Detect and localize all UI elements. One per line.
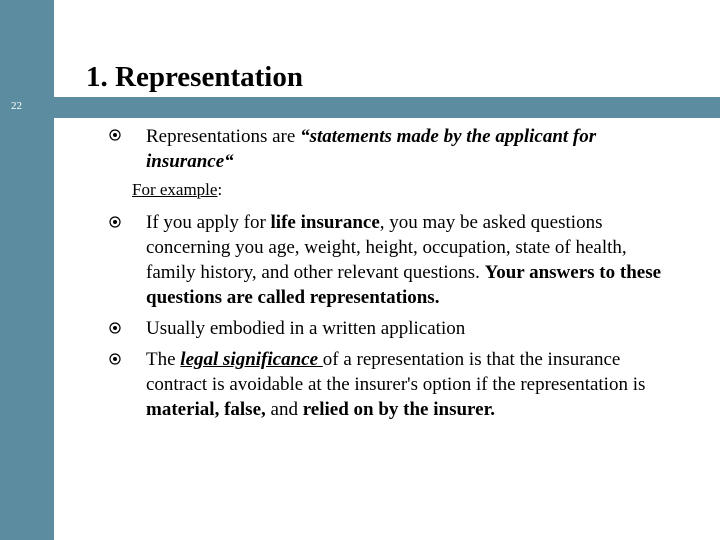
for-example-colon: : (217, 180, 223, 199)
intro-bullet-text (146, 124, 666, 174)
slide-title: 1. Representation (86, 61, 303, 93)
for-example-label (132, 180, 222, 200)
slide-number: 22 (11, 100, 22, 112)
intro-text: Representations are (146, 126, 301, 147)
intro-quote: “statements made by the applicant for insurance“ (146, 126, 597, 172)
left-accent-bar (0, 0, 54, 540)
title-underline-bar (54, 97, 720, 118)
bullet-written-application: Usually embodied in a written application (146, 318, 466, 339)
for-example-text: For example (132, 180, 218, 199)
circle-dot-bullet-icon (108, 321, 122, 335)
circle-dot-bullet-icon (108, 128, 122, 142)
bullet-life-insurance: If you apply for life insurance, you may be asked questions concerning you age, weight, height, occupation, state of health, family history, and other relevant questions. Your answers to these questions are called representations. (146, 212, 662, 308)
circle-dot-bullet-icon (108, 352, 122, 366)
bullet-legal-significance: The legal significance of a representation is that the insurance contract is avoidable at the insurer's option if the representation is material, false, and relied on by the insurer. (146, 349, 646, 420)
legal-significance-emphasis: legal significance (180, 349, 323, 370)
circle-dot-bullet-icon (108, 215, 122, 229)
